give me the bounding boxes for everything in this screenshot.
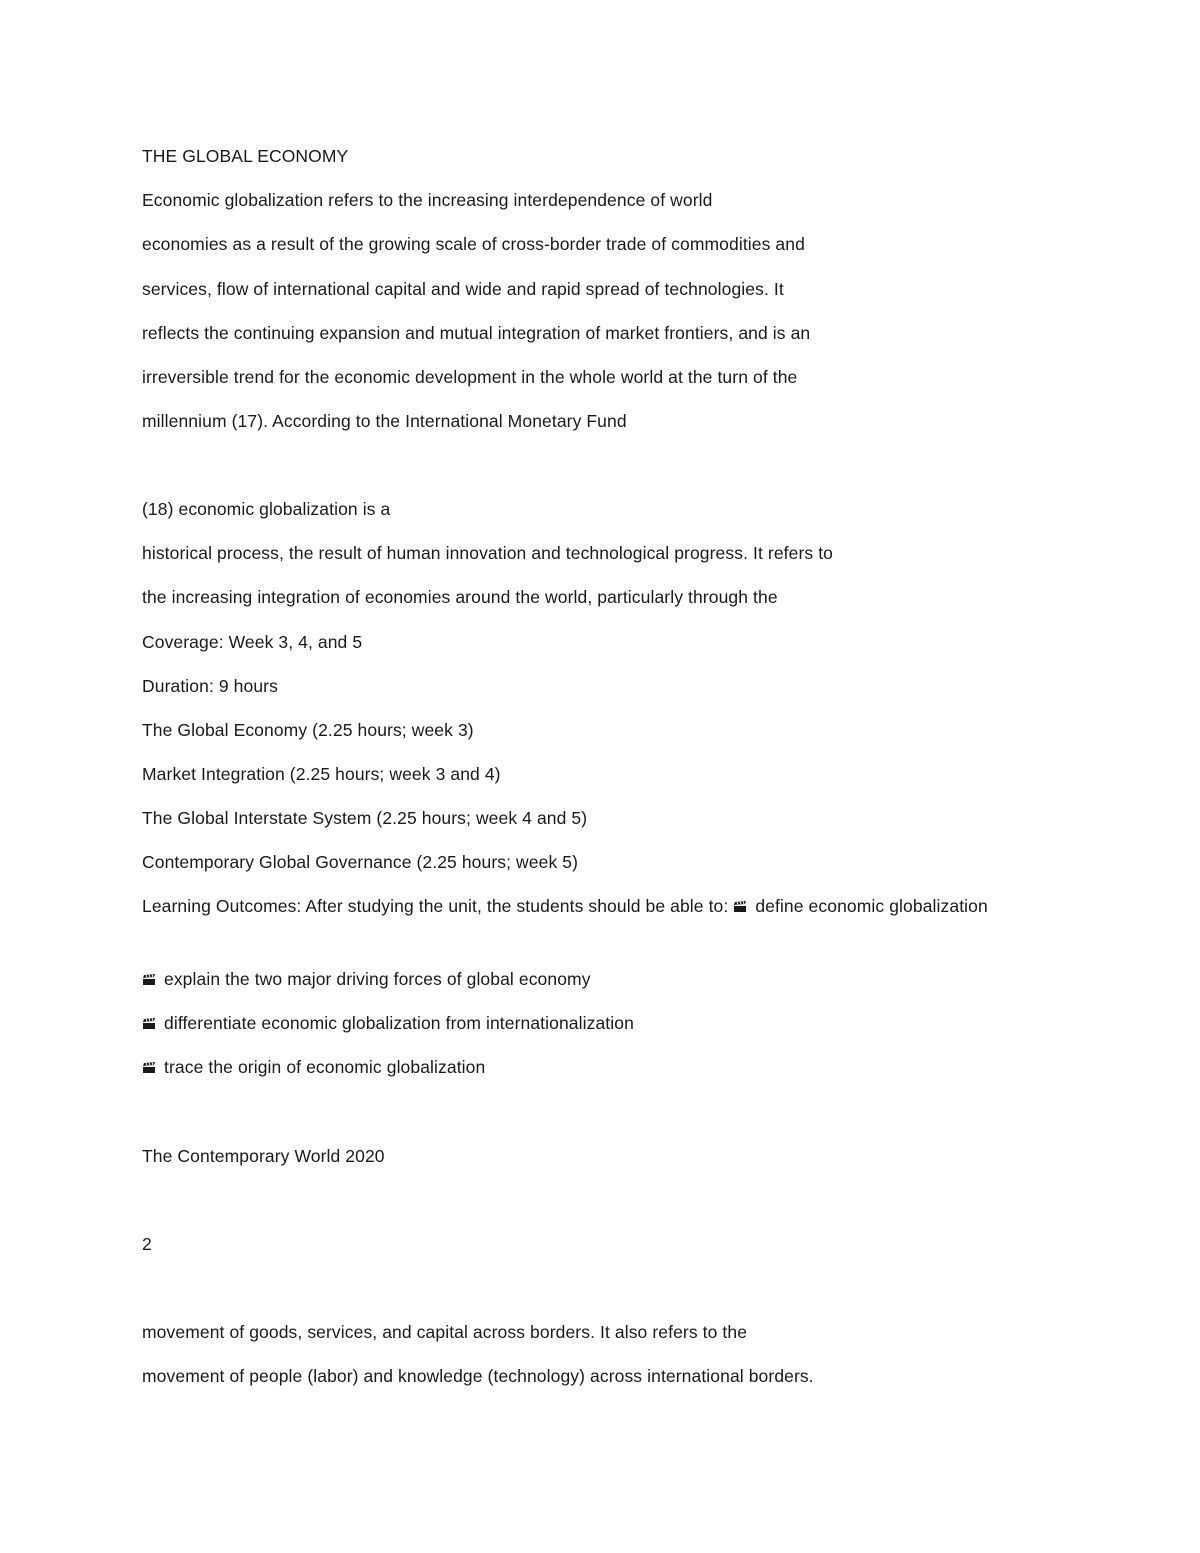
intro-line: reflects the continuing expansion and mutual integration of market frontiers, and is an: [142, 323, 811, 343]
imf-line: historical process, the result of human innovation and technological progress. It refers to: [142, 543, 833, 563]
page-number: 2: [142, 1234, 152, 1254]
outcome-item: trace the origin of economic globalization: [164, 1057, 486, 1077]
closing-line: movement of goods, services, and capital across borders. It also refers to the: [142, 1322, 748, 1342]
outcome-row: [142, 1012, 634, 1034]
outcome-item: differentiate economic globalization from internationalization: [164, 1013, 634, 1033]
duration-line: Duration: 9 hours: [142, 676, 278, 696]
intro-line: economies as a result of the growing scale of cross-border trade of commodities and: [142, 234, 805, 254]
document-title: THE GLOBAL ECONOMY: [142, 146, 349, 166]
footer-title: The Contemporary World 2020: [142, 1146, 385, 1166]
topic-line: The Global Interstate System (2.25 hours; week 4 and 5): [142, 808, 588, 828]
clapperboard-icon: [733, 901, 747, 913]
intro-line: services, flow of international capital and wide and rapid spread of technologies. It: [142, 279, 784, 299]
outcome-item: explain the two major driving forces of global economy: [164, 969, 591, 989]
topic-line: Contemporary Global Governance (2.25 hours; week 5): [142, 852, 579, 872]
clapperboard-icon: [142, 1018, 156, 1030]
imf-line: the increasing integration of economies around the world, particularly through the: [142, 587, 778, 607]
coverage-line: Coverage: Week 3, 4, and 5: [142, 632, 363, 652]
topic-line: Market Integration (2.25 hours; week 3 and 4): [142, 764, 501, 784]
topic-line: The Global Economy (2.25 hours; week 3): [142, 720, 474, 740]
learning-outcomes-lead: Learning Outcomes: After studying the unit, the students should be able to:: [142, 896, 729, 916]
intro-line: Economic globalization refers to the increasing interdependence of world: [142, 190, 713, 210]
clapperboard-icon: [142, 974, 156, 986]
imf-line: (18) economic globalization is a: [142, 499, 391, 519]
intro-line: irreversible trend for the economic development in the whole world at the turn of the: [142, 367, 798, 387]
outcome-item: define economic globalization: [755, 896, 988, 916]
learning-outcomes: [142, 892, 1002, 920]
closing-line: movement of people (labor) and knowledge (technology) across international borders.: [142, 1366, 814, 1386]
outcome-row: [142, 1056, 485, 1078]
intro-line: millennium (17). According to the International Monetary Fund: [142, 411, 627, 431]
clapperboard-icon: [142, 1062, 156, 1074]
outcome-row: [142, 968, 591, 990]
